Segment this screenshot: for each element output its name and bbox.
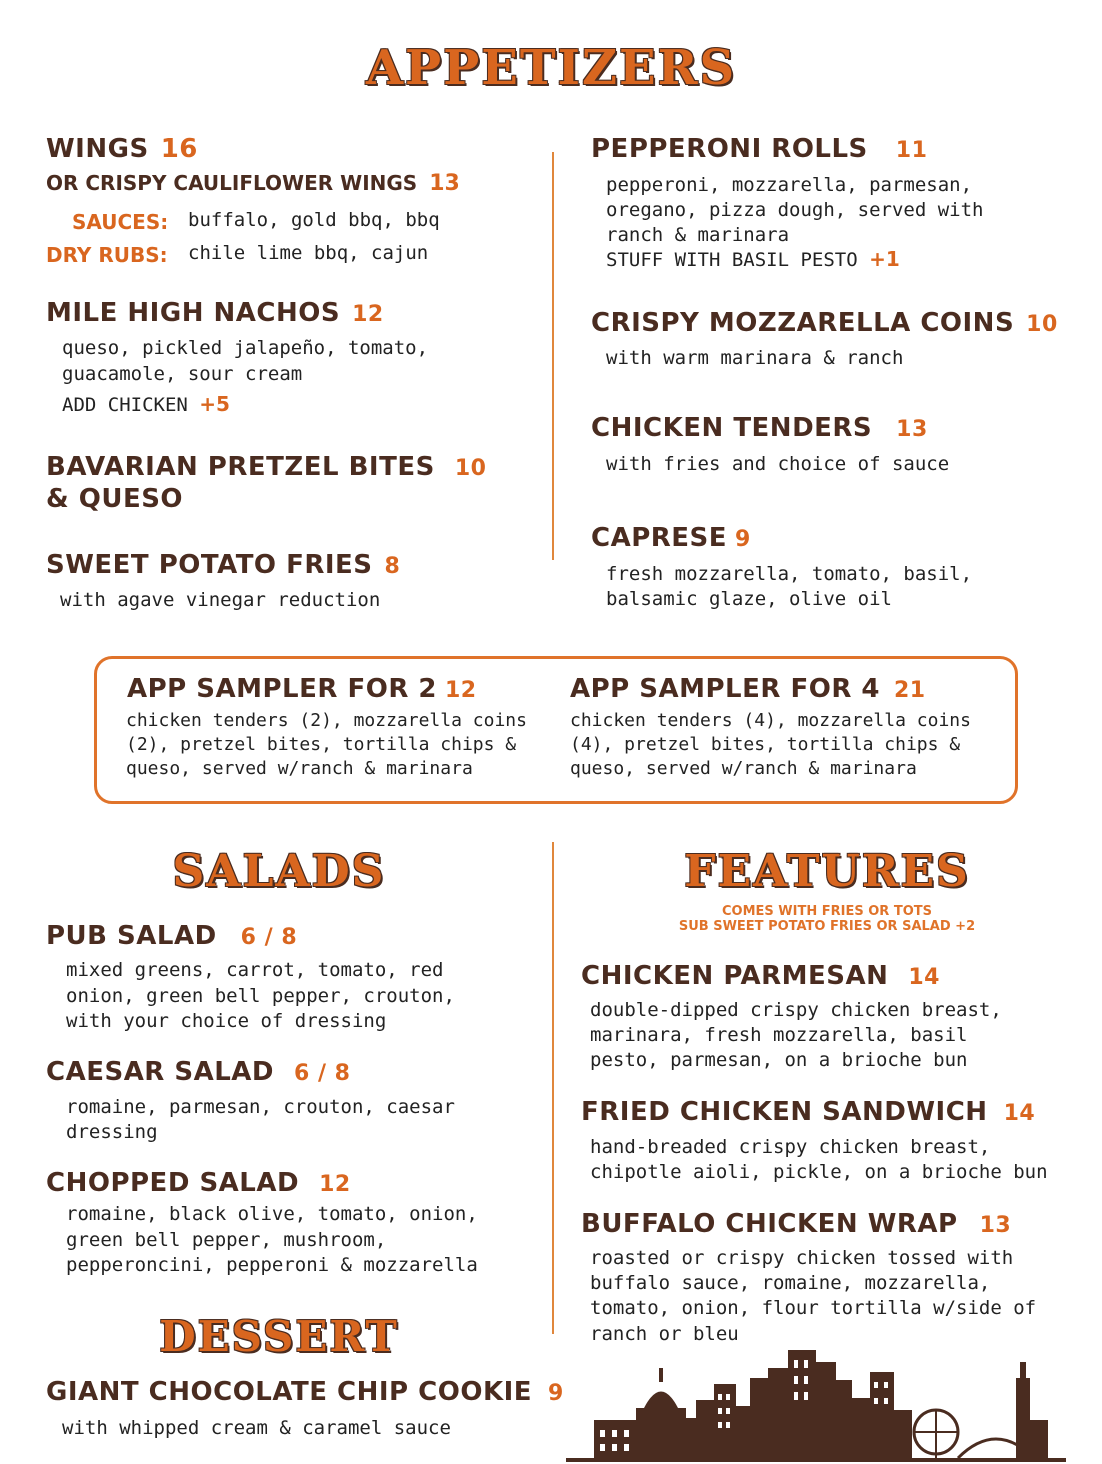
item-name: WINGS [46, 134, 149, 164]
wrap-desc-1: roasted or crispy chicken tossed with [590, 1247, 1014, 1269]
item-price: 14 [1003, 1101, 1036, 1126]
sweet-potato-desc: with agave vinegar reduction [60, 589, 381, 611]
dry-rubs-label: DRY RUBS: [46, 243, 168, 267]
pepperoni-desc-3: ranch & marinara [606, 224, 790, 246]
item-price: 9 [548, 1381, 564, 1406]
item-buffalo-chicken-wrap [581, 1209, 1011, 1239]
item-chicken-parmesan [581, 961, 940, 991]
item-sampler-4 [570, 674, 926, 704]
item-name: FRIED CHICKEN SANDWICH [581, 1097, 988, 1127]
item-mozzarella-coins [591, 308, 1058, 338]
item-name: CHOPPED SALAD [46, 1168, 300, 1198]
item-price: 6 / 8 [240, 925, 298, 950]
sauces-text: buffalo, gold bbq, bbq [188, 209, 440, 231]
nachos-addon: ADD CHICKEN +5 [62, 392, 230, 416]
sampler-2-desc-3: queso, served w/ranch & marinara [126, 758, 473, 779]
wrap-desc-2: buffalo sauce, romaine, mozzarella, [590, 1272, 991, 1294]
appetizers-title: APPETIZERS [365, 40, 737, 96]
dry-rubs-text: chile lime bbq, cajun [188, 242, 429, 264]
item-sampler-2 [127, 674, 477, 704]
sampler-4-desc-1: chicken tenders (4), mozzarella coins [570, 710, 971, 731]
sampler-4-desc-2: (4), pretzel bites, tortilla chips & [570, 734, 961, 755]
item-name: PEPPERONI ROLLS [591, 134, 868, 164]
item-price: 13 [979, 1213, 1012, 1238]
item-name: MILE HIGH NACHOS [46, 298, 341, 328]
city-skyline-icon [566, 1350, 1066, 1462]
item-price: 6 / 8 [294, 1061, 351, 1086]
column-divider-lower [552, 842, 554, 1334]
item-name: CAESAR SALAD [46, 1057, 275, 1087]
salads-title: SALADS [172, 846, 386, 897]
item-name: CHICKEN TENDERS [591, 413, 873, 443]
item-price: 12 [352, 302, 384, 327]
item-caprese [591, 523, 751, 553]
chopped-desc-2: green bell pepper, mushroom, [66, 1229, 387, 1251]
item-pretzel-bites [46, 452, 486, 482]
item-name: OR CRISPY CAULIFLOWER WINGS [46, 171, 418, 195]
item-price: 10 [1026, 312, 1058, 337]
pepperoni-desc-1: pepperoni, mozzarella, parmesan, [606, 174, 973, 196]
caprese-desc-2: balsamic glaze, olive oil [606, 588, 892, 610]
chopped-desc-1: romaine, black olive, tomato, onion, [66, 1203, 478, 1225]
features-note-1: COMES WITH FRIES OR TOTS [722, 904, 932, 919]
item-caesar-salad [46, 1057, 350, 1087]
fried-desc-2: chipotle aioli, pickle, on a brioche bun [590, 1161, 1048, 1183]
item-pepperoni-rolls [591, 134, 927, 164]
column-divider [552, 152, 554, 560]
item-price: 9 [735, 527, 751, 552]
caesar-desc-1: romaine, parmesan, crouton, caesar [66, 1096, 455, 1118]
item-name: GIANT CHOCOLATE CHIP COOKIE [46, 1377, 533, 1407]
parm-desc-2: marinara, fresh mozzarella, basil [590, 1024, 968, 1046]
sampler-2-desc-1: chicken tenders (2), mozzarella coins [126, 710, 527, 731]
item-name: APP SAMPLER FOR 2 [127, 674, 437, 704]
item-name: PUB SALAD [46, 921, 217, 951]
tenders-desc: with fries and choice of sauce [606, 453, 950, 475]
item-nachos [46, 298, 384, 328]
chopped-desc-3: pepperoncini, pepperoni & mozzarella [66, 1254, 478, 1276]
sampler-4-desc-3: queso, served w/ranch & marinara [570, 758, 917, 779]
features-note-2: SUB SWEET POTATO FRIES OR SALAD +2 [678, 919, 976, 934]
item-cauliflower [46, 171, 460, 196]
item-name: BAVARIAN PRETZEL BITES [46, 452, 435, 482]
parm-desc-3: pesto, parmesan, on a brioche bun [590, 1049, 968, 1071]
item-name: CRISPY MOZZARELLA COINS [591, 308, 1015, 338]
item-price: 11 [895, 138, 928, 163]
wrap-desc-3: tomato, onion, flour tortilla w/side of [590, 1297, 1037, 1319]
pepperoni-addon: STUFF WITH BASIL PESTO +1 [606, 247, 900, 271]
item-chopped-salad [46, 1168, 351, 1198]
cookie-desc: with whipped cream & caramel sauce [62, 1417, 451, 1439]
pepperoni-desc-2: oregano, pizza dough, served with [606, 199, 984, 221]
item-pub-salad [46, 921, 297, 951]
item-price: 21 [894, 678, 926, 703]
coins-desc: with warm marinara & ranch [606, 347, 904, 369]
item-fried-chicken-sandwich [581, 1097, 1035, 1127]
item-price: 12 [445, 678, 477, 703]
nachos-desc-2: guacamole, sour cream [62, 363, 303, 385]
item-price: 16 [160, 134, 198, 164]
item-price: 10 [454, 456, 487, 481]
item-cookie [46, 1377, 564, 1407]
features-title: FEATURES [684, 846, 970, 897]
item-price: 13 [896, 417, 928, 442]
item-price: 14 [908, 965, 940, 990]
item-name: BUFFALO CHICKEN WRAP [581, 1209, 958, 1239]
caesar-desc-2: dressing [66, 1121, 158, 1143]
wrap-desc-4: ranch or bleu [590, 1323, 739, 1345]
parm-desc-1: double-dipped crispy chicken breast, [590, 999, 1002, 1021]
item-price: 8 [384, 554, 401, 579]
item-name: CAPRESE [591, 523, 728, 553]
sampler-2-desc-2: (2), pretzel bites, tortilla chips & [126, 734, 517, 755]
dessert-title: DESSERT [159, 1312, 399, 1361]
pub-desc-2: onion, green bell pepper, crouton, [66, 985, 455, 1007]
item-wings [46, 134, 198, 164]
pub-desc-1: mixed greens, carrot, tomato, red [66, 959, 444, 981]
item-name: CHICKEN PARMESAN [581, 961, 889, 991]
item-pretzel-bites-line2: & QUESO [46, 484, 184, 514]
pub-desc-3: with your choice of dressing [66, 1010, 387, 1032]
nachos-desc-1: queso, pickled jalapeño, tomato, [62, 337, 429, 359]
fried-desc-1: hand-breaded crispy chicken breast, [590, 1136, 991, 1158]
sauces-label: SAUCES: [72, 210, 169, 234]
item-price: 13 [429, 171, 460, 196]
item-name: SWEET POTATO FRIES [46, 550, 373, 580]
item-chicken-tenders [591, 413, 928, 443]
item-sweet-potato-fries [46, 550, 400, 580]
item-price: 12 [319, 1172, 351, 1197]
item-name: APP SAMPLER FOR 4 [570, 674, 880, 704]
caprese-desc-1: fresh mozzarella, tomato, basil, [606, 563, 973, 585]
